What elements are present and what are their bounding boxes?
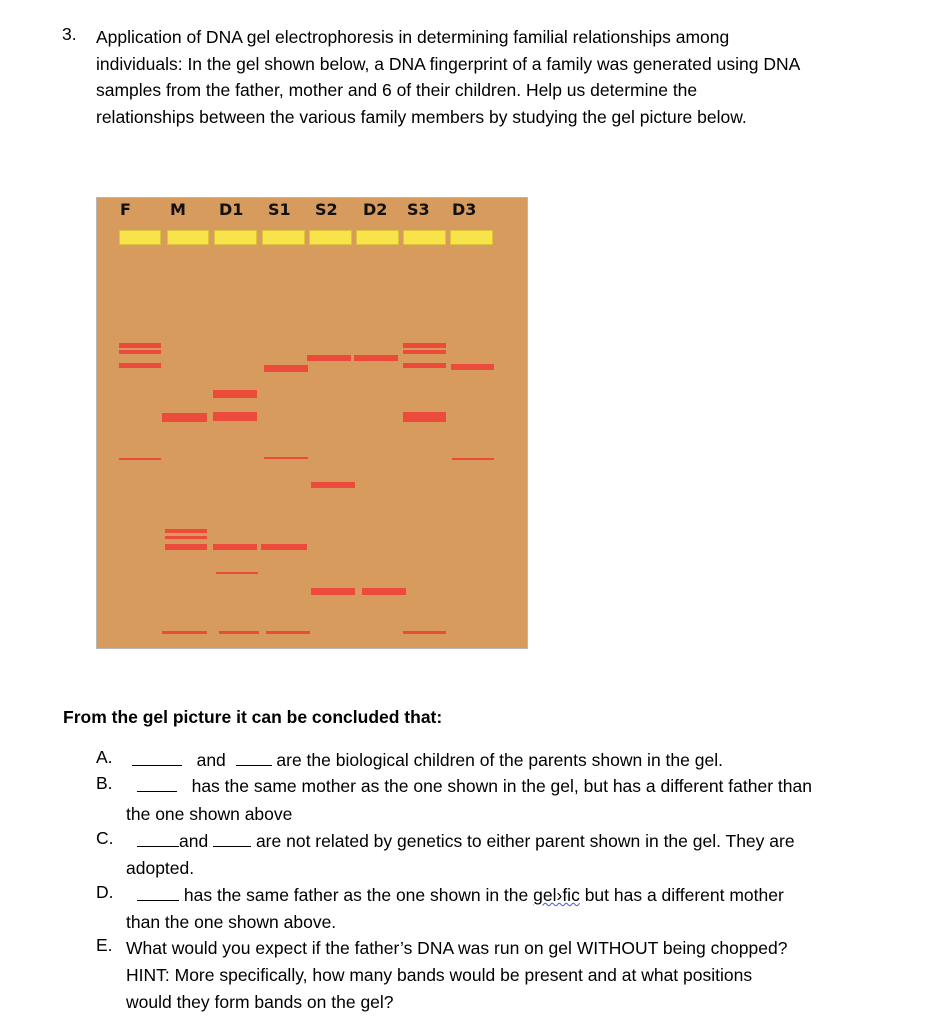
band-s1 [264, 365, 308, 372]
band-f [119, 458, 161, 460]
band-m [165, 536, 207, 539]
answer-d-letter: D. [96, 882, 114, 902]
lane-label-m: M [170, 200, 186, 219]
answer-d [137, 882, 784, 909]
band-s1 [264, 457, 308, 459]
band-m [165, 529, 207, 533]
band-s1 [266, 631, 310, 634]
well-d3 [450, 230, 493, 245]
lane-label-d3: D3 [452, 200, 477, 219]
band-s2 [311, 482, 355, 488]
answer-e-letter: E. [96, 935, 113, 955]
answer-c-text-3: adopted. [126, 858, 195, 878]
answer-e-text-2: HINT: More specifically, how many bands would be present and at what positions [126, 965, 753, 985]
band-m [165, 544, 207, 550]
blank[interactable] [132, 751, 182, 766]
answer-a [132, 747, 723, 774]
band-s3 [403, 631, 446, 634]
band-s3 [403, 363, 446, 368]
question-number: 3. [62, 24, 77, 44]
answer-e-text-1: What would you expect if the father’s DNA was run on gel WITHOUT being chopped? [126, 938, 788, 958]
well-s3 [403, 230, 446, 245]
answer-b-text-2: the one shown above [126, 804, 293, 824]
answer-d-text-1c: but has a different mother [579, 885, 784, 905]
well-s2 [309, 230, 352, 245]
answer-d-text-misspelled: gel›fiс [533, 885, 580, 905]
band-d1 [219, 631, 259, 634]
band-d1 [213, 390, 257, 398]
lane-label-s3: S3 [407, 200, 430, 219]
blank[interactable] [236, 751, 272, 766]
question-line: samples from the father, mother and 6 of their children. Help us determine the [96, 80, 698, 100]
well-d2 [356, 230, 399, 245]
answer-b-text-1: has the same mother as the one shown in the gel, but has a different father than [191, 776, 812, 796]
band-f [119, 343, 161, 348]
band-m [162, 413, 207, 422]
blank[interactable] [213, 832, 251, 847]
lane-label-d1: D1 [219, 200, 244, 219]
answer-d-text-1: has the same father as the one shown in the [183, 885, 529, 905]
answer-c-letter: C. [96, 828, 114, 848]
lane-label-d2: D2 [363, 200, 388, 219]
lane-label-s1: S1 [268, 200, 291, 219]
question-text [96, 24, 896, 130]
band-d3 [452, 458, 494, 460]
conclusion-heading: From the gel picture it can be concluded that: [63, 707, 443, 727]
band-d2 [362, 588, 406, 595]
blank[interactable] [137, 832, 179, 847]
band-s3 [403, 343, 446, 348]
band-d2 [354, 355, 398, 361]
answer-a-text-1: and [196, 750, 226, 770]
answer-a-letter: A. [96, 747, 113, 767]
band-s2 [311, 588, 355, 595]
question-line: Application of DNA gel electrophoresis in determining familial relationships among [96, 27, 730, 47]
band-d1 [213, 544, 257, 550]
band-f [119, 363, 161, 368]
band-d1 [216, 572, 258, 574]
blank[interactable] [137, 777, 177, 792]
blank[interactable] [137, 886, 179, 901]
answer-b [137, 773, 812, 800]
answer-b-letter: B. [96, 773, 113, 793]
lane-label-s2: S2 [315, 200, 338, 219]
well-d1 [214, 230, 257, 245]
question-line: relationships between the various family members by studying the gel picture below. [96, 106, 747, 127]
gel-image [96, 197, 528, 649]
band-d3 [451, 364, 494, 370]
well-s1 [262, 230, 305, 245]
well-f [119, 230, 161, 245]
band-m [162, 631, 207, 634]
band-s1 [261, 544, 307, 550]
answer-e-text-3: would they form bands on the gel? [126, 992, 394, 1012]
answer-a-text-2: are the biological children of the parents shown in the gel. [276, 750, 723, 770]
answer-c-text-2: are not related by genetics to either parent shown in the gel. They are [255, 831, 795, 851]
band-s3 [403, 350, 446, 354]
answer-d-text-2: than the one shown above. [126, 912, 337, 932]
answer-c-text-1: and [179, 831, 209, 851]
question-line: individuals: In the gel shown below, a DNA fingerprint of a family was generated using DNA [96, 53, 801, 74]
band-d1 [213, 412, 257, 421]
lane-label-f: F [120, 200, 131, 219]
band-s2 [307, 355, 351, 361]
answer-c [137, 828, 795, 855]
well-m [167, 230, 209, 245]
band-f [119, 350, 161, 354]
band-s3 [403, 412, 446, 422]
